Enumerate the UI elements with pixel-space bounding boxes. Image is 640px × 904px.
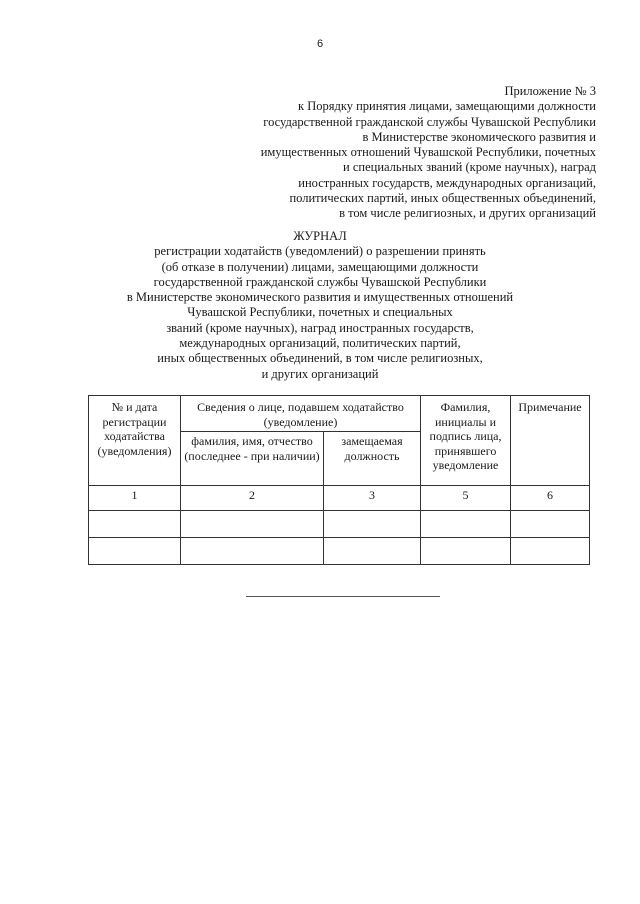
table-cell — [324, 511, 421, 538]
table-cell — [421, 511, 511, 538]
journal-line: (об отказе в получении) лицами, замещающими должности — [161, 259, 479, 274]
journal-line: государственной гражданской службы Чувашской Республики — [153, 274, 487, 289]
table-row — [89, 511, 590, 538]
header-position: замещаемая должность — [324, 432, 421, 486]
header-registration-number: № и дата регистрации ходатайства (уведомления) — [89, 396, 181, 486]
table-cell — [421, 538, 511, 565]
appendix-line: и специальных званий (кроме научных), наград — [343, 160, 596, 175]
journal-line: международных организаций, политических партий, — [179, 336, 461, 351]
table-cell — [511, 511, 590, 538]
table-cell — [181, 538, 324, 565]
table-cell — [181, 511, 324, 538]
appendix-line: политических партий, иных общественных объединений, — [289, 191, 596, 206]
column-number-row — [89, 486, 590, 511]
journal-title: ЖУРНАЛ — [293, 229, 347, 243]
page-number: 6 — [316, 38, 324, 50]
header-full-name: фамилия, имя, отчество (последнее - при наличии) — [181, 432, 324, 486]
table-row — [89, 538, 590, 565]
journal-line: и других организаций — [261, 366, 379, 381]
journal-line: регистрации ходатайств (уведомлений) о разрешении принять — [154, 244, 486, 259]
journal-block — [0, 229, 640, 382]
appendix-title: Приложение № 3 — [504, 84, 596, 98]
appendix-block — [176, 84, 596, 222]
appendix-line: к Порядку принятия лицами, замещающими должности — [298, 99, 596, 114]
registration-table — [88, 395, 590, 565]
column-number: 2 — [181, 486, 324, 511]
journal-line: Чувашской Республики, почетных и специальных — [187, 305, 453, 320]
column-number: 1 — [89, 486, 181, 511]
table-cell — [511, 538, 590, 565]
journal-line: в Министерстве экономического развития и имущественных отношений — [126, 290, 514, 305]
appendix-line: имущественных отношений Чувашской Республики, почетных — [260, 145, 596, 160]
table-cell — [324, 538, 421, 565]
header-person-info-group: Сведения о лице, подавшем ходатайство (уведомление) — [181, 396, 421, 432]
column-number: 5 — [421, 486, 511, 511]
appendix-line: государственной гражданской службы Чувашской Республики — [263, 114, 596, 129]
journal-line: иных общественных объединений, в том числе религиозных, — [157, 351, 483, 366]
table-cell — [89, 538, 181, 565]
header-note: Примечание — [511, 396, 590, 486]
table-header-row — [89, 396, 590, 432]
header-receiver-signature: Фамилия, инициалы и подпись лица, принявшего уведомление — [421, 396, 511, 486]
appendix-line: в том числе религиозных, и других организаций — [339, 206, 596, 221]
appendix-line: иностранных государств, международных организаций, — [298, 175, 596, 190]
column-number: 6 — [511, 486, 590, 511]
journal-line: званий (кроме научных), наград иностранных государств, — [166, 320, 474, 335]
footer-divider — [246, 596, 440, 597]
column-number: 3 — [324, 486, 421, 511]
appendix-line: в Министерстве экономического развития и — [362, 129, 596, 144]
table-cell — [89, 511, 181, 538]
